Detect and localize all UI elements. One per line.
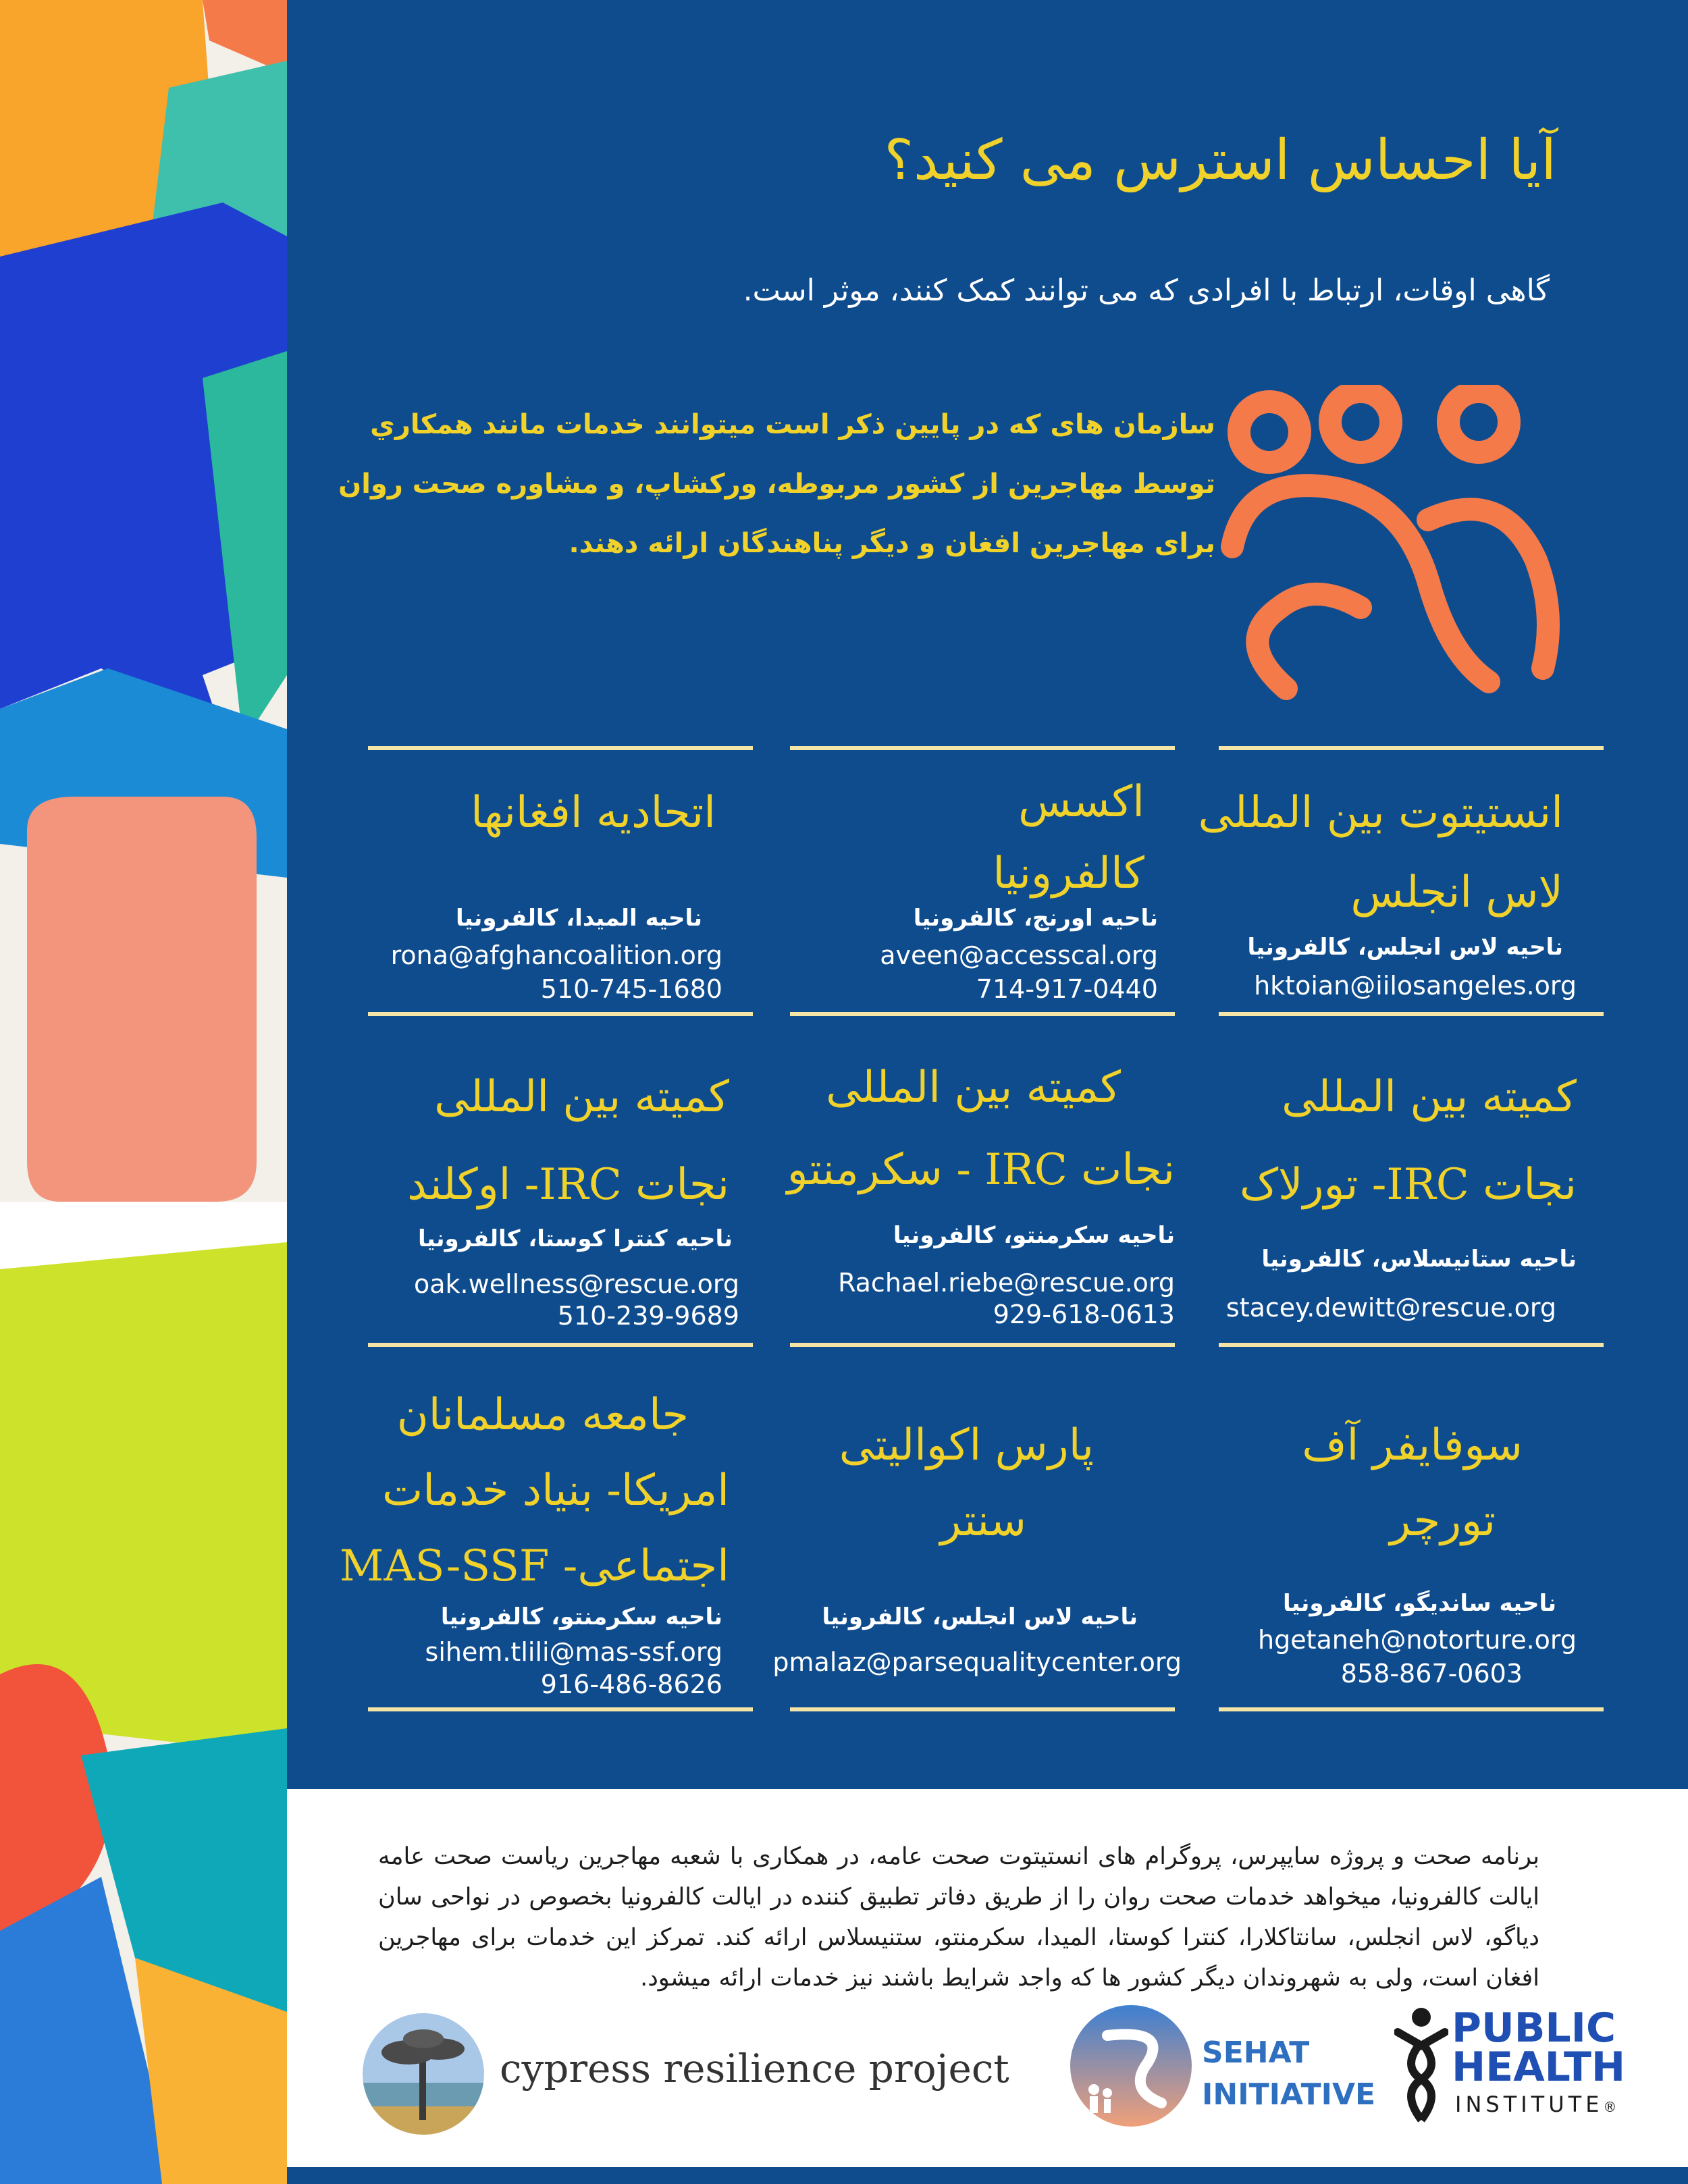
card-bottom-rule <box>790 1012 1175 1016</box>
footer <box>287 1789 1688 2184</box>
card-bottom-rule <box>790 1707 1175 1711</box>
org-email[interactable]: hktoian@iilosangeles.org <box>1254 971 1577 1001</box>
org-region: ناحیه لاس انجلس، کالفرونیا <box>822 1603 1138 1630</box>
card-bottom-rule <box>790 1343 1175 1347</box>
org-phone[interactable]: 510-745-1680 <box>540 974 722 1004</box>
org-email[interactable]: pmalaz@parsequalitycenter.org <box>772 1647 1182 1677</box>
footer-paragraph: برنامه صحت و پروژه سایپرس، پروگرام های انستیتوت صحت عامه، در همکاری با شعبه مهاجرین ریاست صحت عامه ایالت کالفرونیا، میخواهد خدمات صحت روان را از طریق دفاتر تطبیق کننده در ایالت کالفرونیا بخصوص در نواحی سان دیاگو، لاس انجلس، سانتاکلارا، کنترا کوستا، المیدا، سکرمنتو، ستنیسلاس ارائه کند. تمرکز این خدمات برای مهاجرین افغان است، ولی به شهروندان دیگر کشور ها که واجد شرایط باشند نیز خدمات ارائه میشود. <box>378 1843 1539 1992</box>
card-bottom-rule <box>368 1343 753 1347</box>
partner-logos <box>287 2004 1688 2127</box>
public-health-figure-icon <box>1394 2005 1448 2123</box>
org-phone[interactable]: 929-618-0613 <box>993 1300 1175 1329</box>
org-email[interactable]: sihem.tlili@mas-ssf.org <box>425 1637 722 1667</box>
page-subtitle: گاهی اوقات، ارتباط با افرادی که می توانند کمک کنند، موثر است. <box>743 273 1550 308</box>
org-region: ناحیه ستانیسلاس، کالفرونیا <box>1261 1246 1577 1273</box>
org-name: اتحادیه افغانها <box>471 788 716 838</box>
org-email[interactable]: Rachael.riebe@rescue.org <box>838 1268 1175 1298</box>
org-region: ناحیه سکرمنتو، کالفرونیا <box>893 1222 1175 1249</box>
phi-logo-text: PUBLIC HEALTH <box>1452 2004 1626 2091</box>
org-email[interactable]: stacey.dewitt@rescue.org <box>1225 1293 1556 1323</box>
org-card-afghancoalition <box>368 746 753 1016</box>
card-bottom-rule <box>1219 1343 1604 1347</box>
org-card-iilosangeles <box>1198 746 1604 1016</box>
cypress-tree-icon <box>361 2012 486 2137</box>
org-region: ناحیه لاس انجلس، کالفرونیا <box>1247 934 1563 961</box>
org-email[interactable]: oak.wellness@rescue.org <box>414 1269 739 1299</box>
org-name: کمیته بین المللی نجات IRC- تورلاک <box>1239 1072 1577 1210</box>
org-name: کمیته بین المللی نجات IRC - سکرمنتو <box>787 1063 1175 1195</box>
sehat-logo-icon <box>1067 2002 1195 2130</box>
org-phone[interactable]: 916-486-8626 <box>540 1670 722 1699</box>
org-card-irc-turlock <box>1219 1073 1604 1347</box>
cypress-logo-text: cypress resilience project <box>500 2046 1009 2092</box>
intro-text: سازمان های که در پایین ذکر است میتوانند خدمات مانند همکاري توسط مهاجرین از کشور مربوطه، ورکشاپ، و مشاوره صحت روان برای مهاجرین افغان و دیگر پناهندگان ارائه دهند. <box>338 409 1215 559</box>
card-top-rule <box>368 746 753 750</box>
org-card-irc-sacramento <box>787 1063 1175 1347</box>
card-bottom-rule <box>1219 1707 1604 1711</box>
sehat-logo-text: SEHAT INITIATIVE <box>1202 2035 1376 2112</box>
org-card-survivors-of-torture <box>1219 1408 1604 1711</box>
org-name: پارس اکوالیتی سنتر <box>839 1420 1094 1546</box>
people-support-icon <box>1205 385 1570 702</box>
org-region: ناحیه کنترا کوستا، کالفرونیا <box>418 1225 733 1252</box>
org-region: ناحیه ساندیگو، کالفرونیا <box>1282 1590 1556 1617</box>
paper-speech-bubble-collage <box>0 0 287 2184</box>
org-phone[interactable]: 714-917-0440 <box>976 974 1158 1004</box>
org-card-mas-ssf <box>339 1390 753 1711</box>
card-top-rule <box>1219 746 1604 750</box>
phi-logo-subtext: INSTITUTE® <box>1455 2092 1617 2117</box>
card-bottom-rule <box>368 1012 753 1016</box>
card-bottom-rule <box>1219 1012 1604 1016</box>
org-card-pars-equality <box>772 1408 1182 1711</box>
org-card-irc-oakland <box>368 1073 753 1347</box>
card-top-rule <box>790 746 1175 750</box>
org-email[interactable]: aveen@accesscal.org <box>880 940 1158 970</box>
org-name: اکسس کالفرونیا <box>993 777 1144 899</box>
org-name: انستیتوت بین المللی لاس انجلس <box>1198 788 1563 917</box>
org-region: ناحیه المیدا، کالفرونیا <box>456 905 702 932</box>
main-info-panel <box>287 0 1688 1789</box>
org-region: ناحیه اورنج، کالفرونیا <box>913 905 1158 932</box>
org-name: سوفایفر آف تورچر <box>1302 1420 1523 1546</box>
org-name: جامعه مسلمانان امریکا- بنیاد خدمات اجتماعی- MAS-SSF <box>339 1390 729 1591</box>
page-title: آیا احساس استرس می کنید؟ <box>884 128 1556 192</box>
org-name: کمیته بین المللی نجات IRC- اوکلند <box>407 1072 729 1210</box>
card-bottom-rule <box>368 1707 753 1711</box>
org-card-accesscal <box>790 746 1175 1016</box>
org-region: ناحیه سکرمنتو، کالفرونیا <box>440 1603 722 1630</box>
org-email[interactable]: rona@afghancoalition.org <box>390 940 722 970</box>
org-email[interactable]: hgetaneh@notorture.org <box>1258 1625 1577 1655</box>
org-phone[interactable]: 858-867-0603 <box>1340 1659 1523 1688</box>
org-phone[interactable]: 510-239-9689 <box>557 1301 739 1331</box>
bottom-bar <box>287 2167 1688 2184</box>
